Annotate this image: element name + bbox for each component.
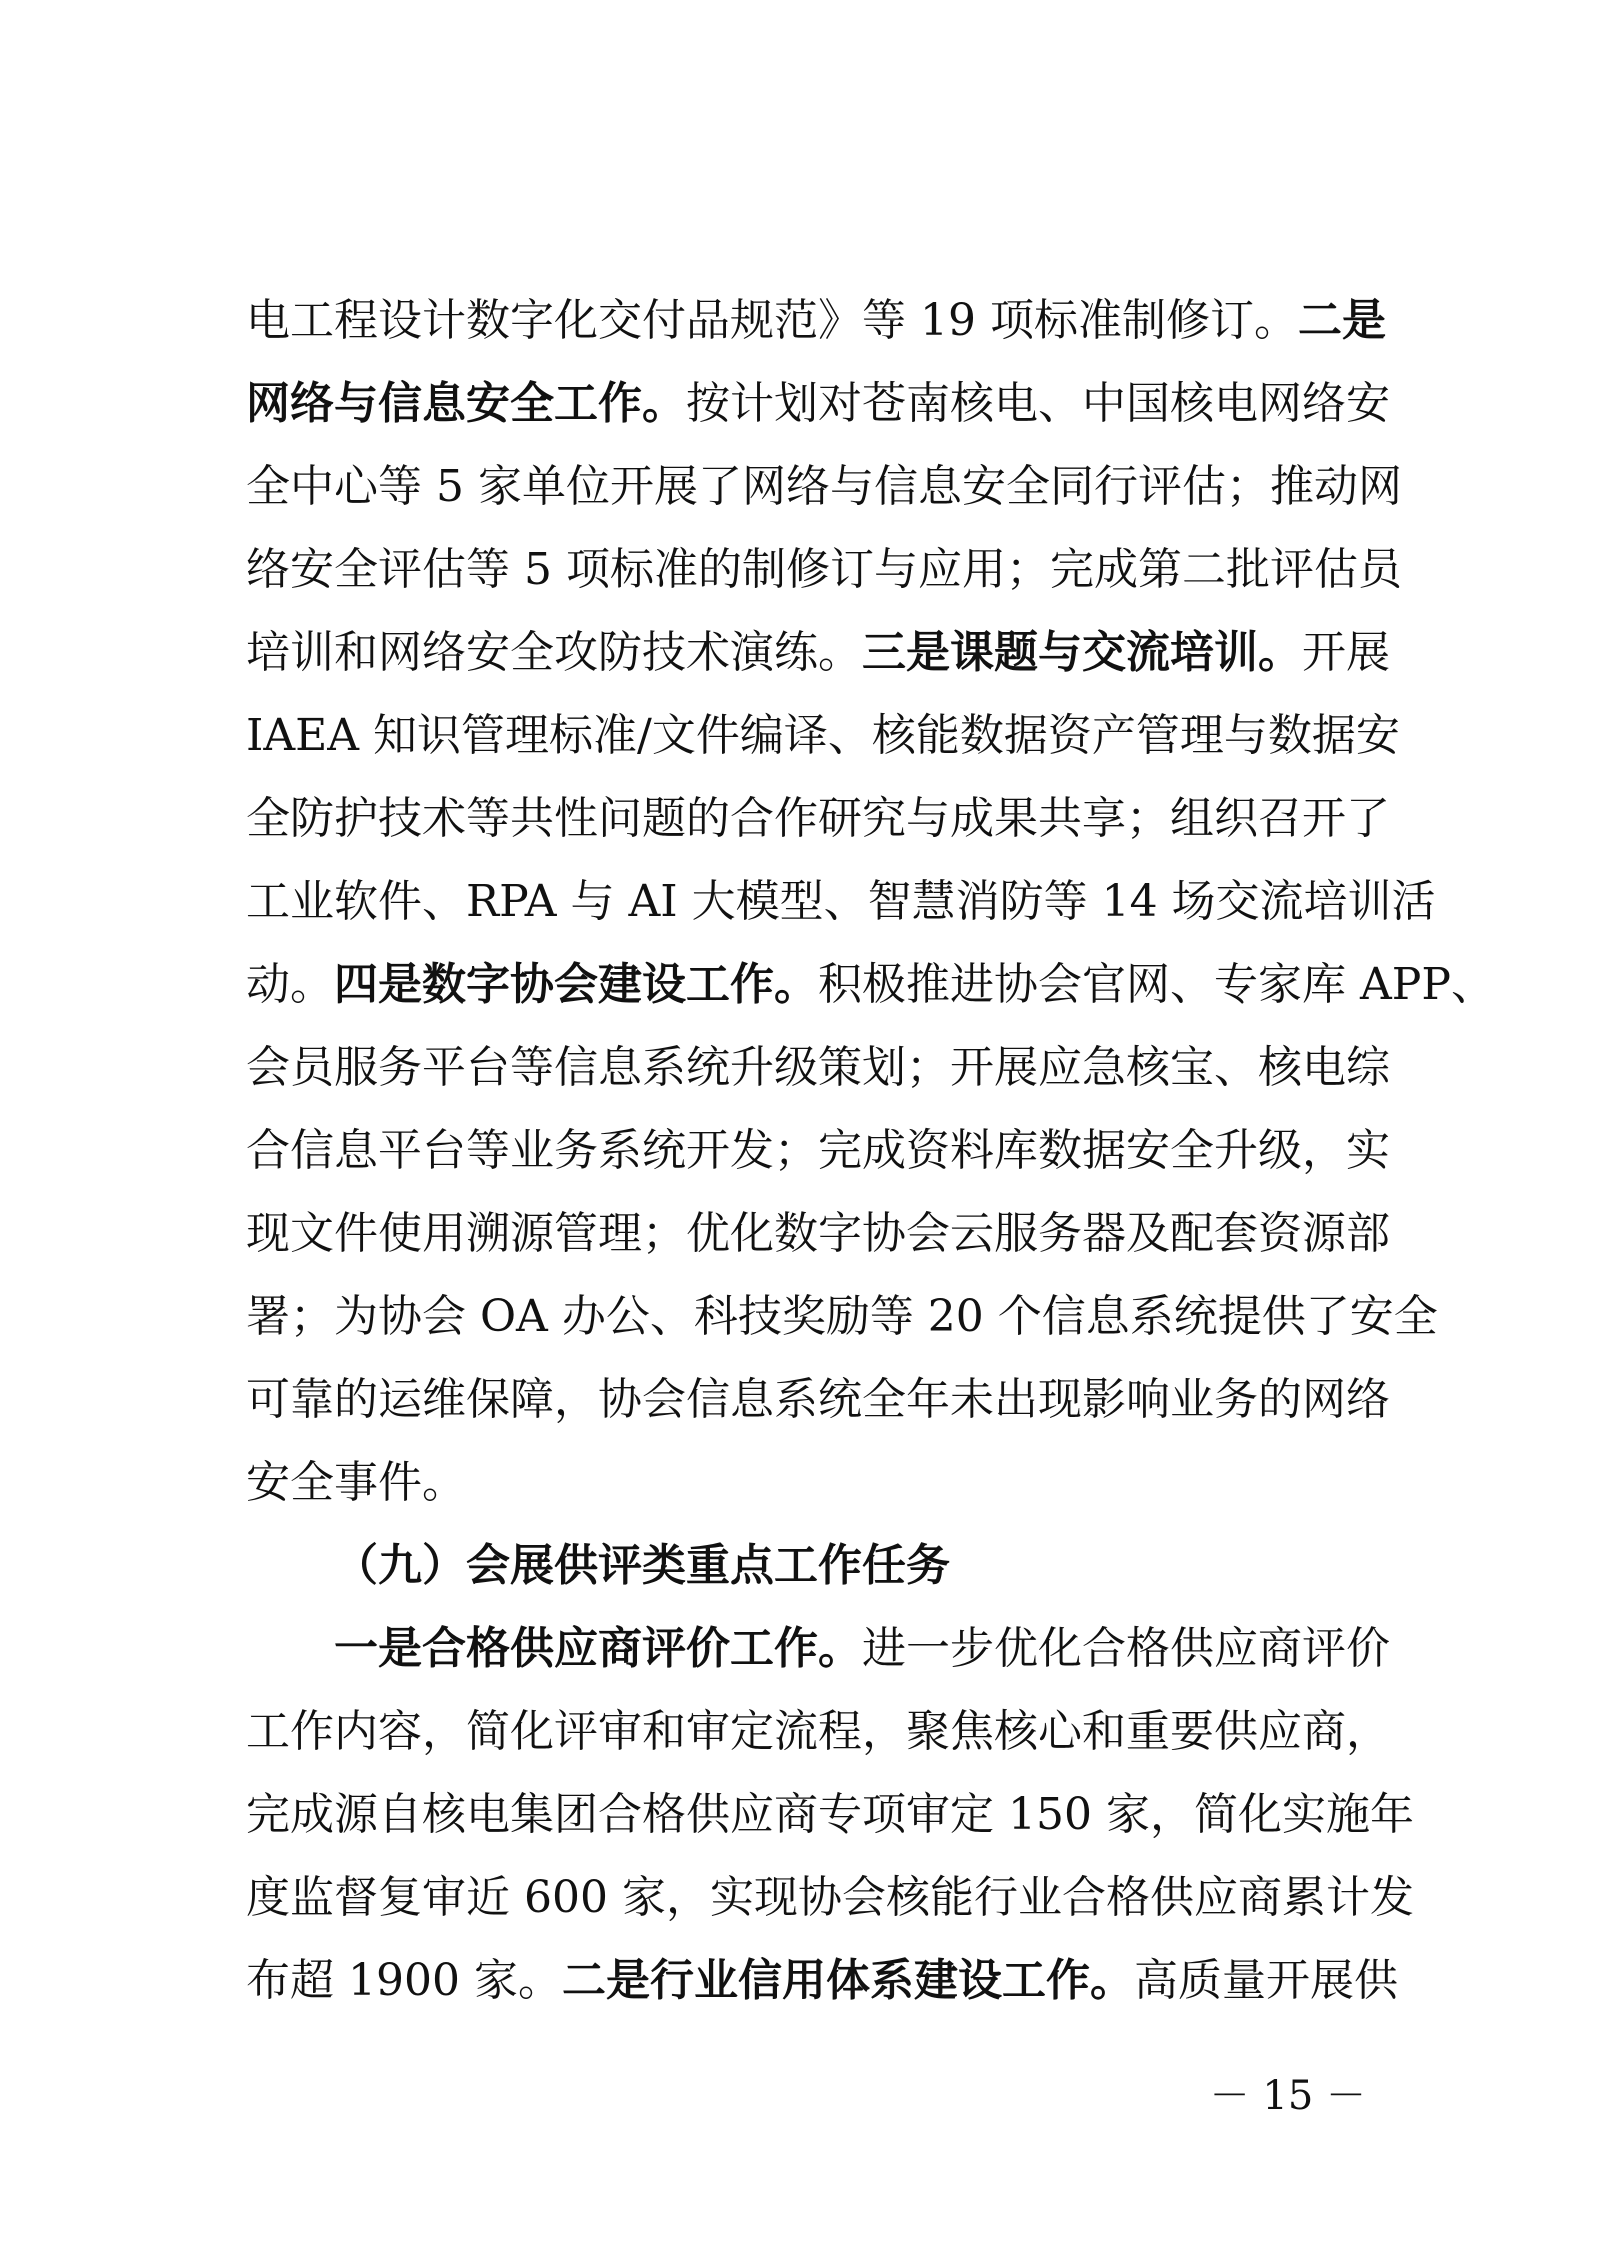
text-line: 全中心等 5 家单位开展了网络与信息安全同行评估；推动网: [246, 461, 1402, 512]
text-line: 合信息平台等业务系统开发；完成资料库数据安全升级，实: [246, 1125, 1390, 1176]
page-number: － 15 －: [1209, 2073, 1366, 2119]
text-line: 工作内容，简化评审和审定流程，聚焦核心和重要供应商，: [246, 1706, 1390, 1757]
text-line: 络安全评估等 5 项标准的制修订与应用；完成第二批评估员: [246, 544, 1402, 595]
text-line: 完成源自核电集团合格供应商专项审定 150 家，简化实施年: [246, 1789, 1414, 1840]
text-line: 度监督复审近 600 家，实现协会核能行业合格供应商累计发: [246, 1872, 1414, 1923]
text-line: 网络与信息安全工作。按计划对苍南核电、中国核电网络安: [246, 378, 1390, 429]
text-line: 署；为协会 OA 办公、科技奖励等 20 个信息系统提供了安全: [246, 1291, 1438, 1342]
section-heading: （九）会展供评类重点工作任务: [334, 1540, 950, 1591]
text-line: 现文件使用溯源管理；优化数字协会云服务器及配套资源部: [246, 1208, 1390, 1259]
text-line: 布超 1900 家。二是行业信用体系建设工作。高质量开展供: [246, 1955, 1398, 2006]
text-line: 培训和网络安全攻防技术演练。三是课题与交流培训。开展: [246, 627, 1390, 678]
text-line: IAEA 知识管理标准/文件编译、核能数据资产管理与数据安: [246, 710, 1400, 761]
text-line: 全防护技术等共性问题的合作研究与成果共享；组织召开了: [246, 793, 1390, 844]
text-line: 动。四是数字协会建设工作。积极推进协会官网、专家库 APP、: [246, 959, 1495, 1010]
text-line: 工业软件、RPA 与 AI 大模型、智慧消防等 14 场交流培训活: [246, 876, 1436, 927]
text-line: 安全事件。: [246, 1457, 466, 1508]
text-line: 一是合格供应商评价工作。进一步优化合格供应商评价: [334, 1623, 1390, 1674]
text-line: 会员服务平台等信息系统升级策划；开展应急核宝、核电综: [246, 1042, 1390, 1093]
text-line: 电工程设计数字化交付品规范》等 19 项标准制修订。二是: [246, 295, 1386, 346]
text-line: 可靠的运维保障，协会信息系统全年未出现影响业务的网络: [246, 1374, 1390, 1425]
